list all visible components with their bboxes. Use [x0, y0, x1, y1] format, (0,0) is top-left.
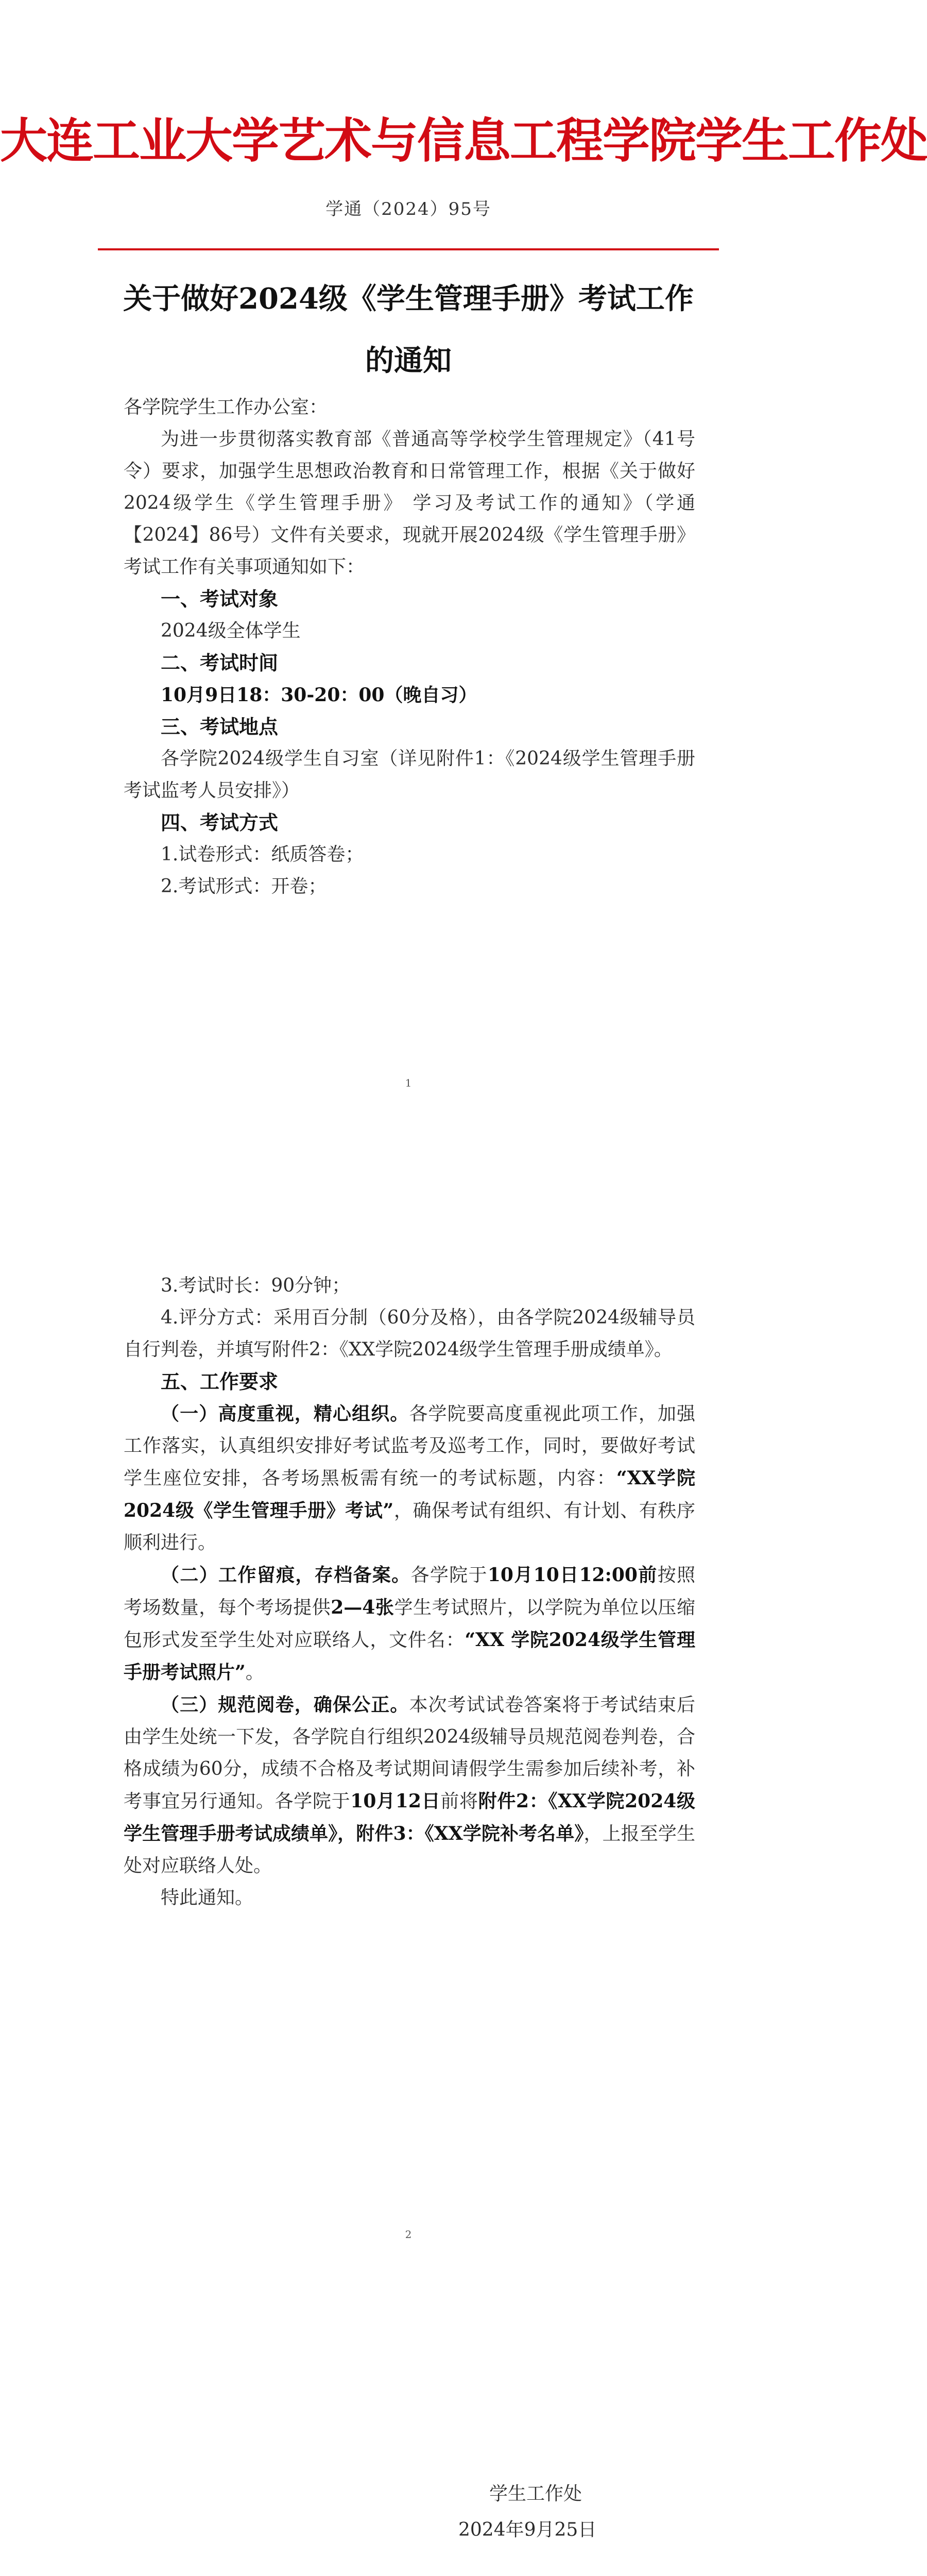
requirement-2-text-d: 。	[245, 1662, 264, 1683]
requirement-1-text-b: ，确保考试有组织、有计划、有秩序顺利进行。	[124, 1500, 695, 1553]
section-2-heading: 二、考试时间	[161, 651, 279, 674]
section-4-item-1: 1.试卷形式：纸质答卷；	[161, 844, 364, 865]
requirement-3-text-b: 前将	[440, 1791, 478, 1812]
closing-text: 特此通知。	[161, 1887, 254, 1908]
requirement-2-text-a: 各学院于	[410, 1565, 488, 1586]
requirement-3-text-c: ，上报至学生处对应联络人处。	[124, 1823, 695, 1876]
requirement-3-paragraph	[124, 1689, 695, 1882]
requirement-1-paragraph	[124, 1398, 695, 1559]
page-number-2: 2	[405, 2228, 412, 2241]
signature-date: 2024年9月25日	[458, 2519, 597, 2540]
section-4-item-2: 2.考试形式：开卷；	[161, 876, 327, 897]
requirement-3-deadline: 10月12日	[350, 1790, 441, 1812]
page-1	[0, 0, 927, 1157]
red-divider	[98, 248, 719, 250]
page-3	[0, 2313, 817, 2576]
document-number: 学通（2024）95号	[325, 199, 491, 219]
section-3-heading: 三、考试地点	[161, 715, 279, 738]
page-2-body	[124, 1270, 695, 1914]
requirement-1-text-a: 各学院要高度重视此项工作，加强工作落实，认真组织安排好考试监考及巡考工作，同时，要做好考试学生座位安排，各考场黑板需有统一的考试标题，内容：	[124, 1403, 695, 1489]
requirement-3-lead: （三）规范阅卷，确保公正。	[161, 1694, 409, 1716]
page-number-1: 1	[405, 1077, 412, 1089]
requirement-2-photo-count: 2—4张	[331, 1597, 394, 1618]
section-1-heading: 一、考试对象	[161, 587, 279, 611]
salutation: 各学院学生工作办公室：	[124, 397, 328, 418]
section-3-text: 各学院2024级学生自习室（详见附件1：《2024级学生管理手册考试监考人员安排》）	[124, 748, 695, 801]
page-1-body	[124, 392, 695, 903]
notice-title-line-1: 关于做好2024级《学生管理手册》考试工作	[123, 282, 694, 316]
notice-title	[98, 268, 719, 392]
signature-department: 学生工作处	[489, 2483, 582, 2504]
notice-title-line-2: 的通知	[365, 344, 452, 378]
requirement-1-lead: （一）高度重视，精心组织。	[161, 1403, 409, 1425]
requirement-1-exam-title: “XX学院2024级《学生管理手册》考试”	[124, 1467, 695, 1521]
requirement-2-filename: “XX 学院2024级学生管理手册考试照片”	[124, 1629, 695, 1683]
intro-paragraph: 为进一步贯彻落实教育部《普通高等学校学生管理规定》（41号令）要求，加强学生思想政治教育和日常管理工作，根据《关于做好2024级学生《学生管理手册》 学习及考试工作的通知》（学通【2024】86号）文件有关要求，现就开展2024级《学生管理手册》考试工作有关事项通知如下：	[124, 429, 695, 578]
requirement-2-text-b: 按照考场数量，每个考场提供	[124, 1565, 695, 1618]
section-4-item-3: 3.考试时长：90分钟；	[161, 1275, 351, 1296]
requirement-2-paragraph	[124, 1559, 695, 1689]
requirement-3-attachments: 附件2：《XX学院2024级学生管理手册考试成绩单》，附件3：《XX学院补考名单》	[124, 1790, 695, 1844]
section-2-text: 10月9日18：30-20：00（晚自习）	[161, 684, 477, 706]
section-4-item-4: 4.评分方式：采用百分制（60分及格），由各学院2024级辅导员自行判卷，并填写附件2：《XX学院2024级学生管理手册成绩单》。	[124, 1307, 695, 1360]
requirement-2-deadline: 10月10日12:00前	[487, 1564, 658, 1586]
requirement-3-text-a: 本次考试试卷答案将于考试结束后由学生处统一下发，各学院自行组织2024级辅导员规范阅卷判卷，合格成绩为60分，成绩不合格及考试期间请假学生需参加后续补考，补考事宜另行通知。各学院于	[124, 1694, 695, 1812]
requirement-2-lead: （二）工作留痕，存档备案。	[161, 1564, 411, 1586]
page-2	[0, 1157, 817, 2313]
section-1-text: 2024级全体学生	[161, 620, 301, 641]
requirement-2-text-c: 学生考试照片，以学院为单位以压缩包形式发至学生处对应联络人，文件名：	[124, 1597, 695, 1651]
section-5-heading: 五、工作要求	[161, 1370, 279, 1393]
org-header-title: 大连工业大学艺术与信息工程学院学生工作处	[0, 113, 927, 168]
section-4-heading: 四、考试方式	[161, 811, 279, 834]
